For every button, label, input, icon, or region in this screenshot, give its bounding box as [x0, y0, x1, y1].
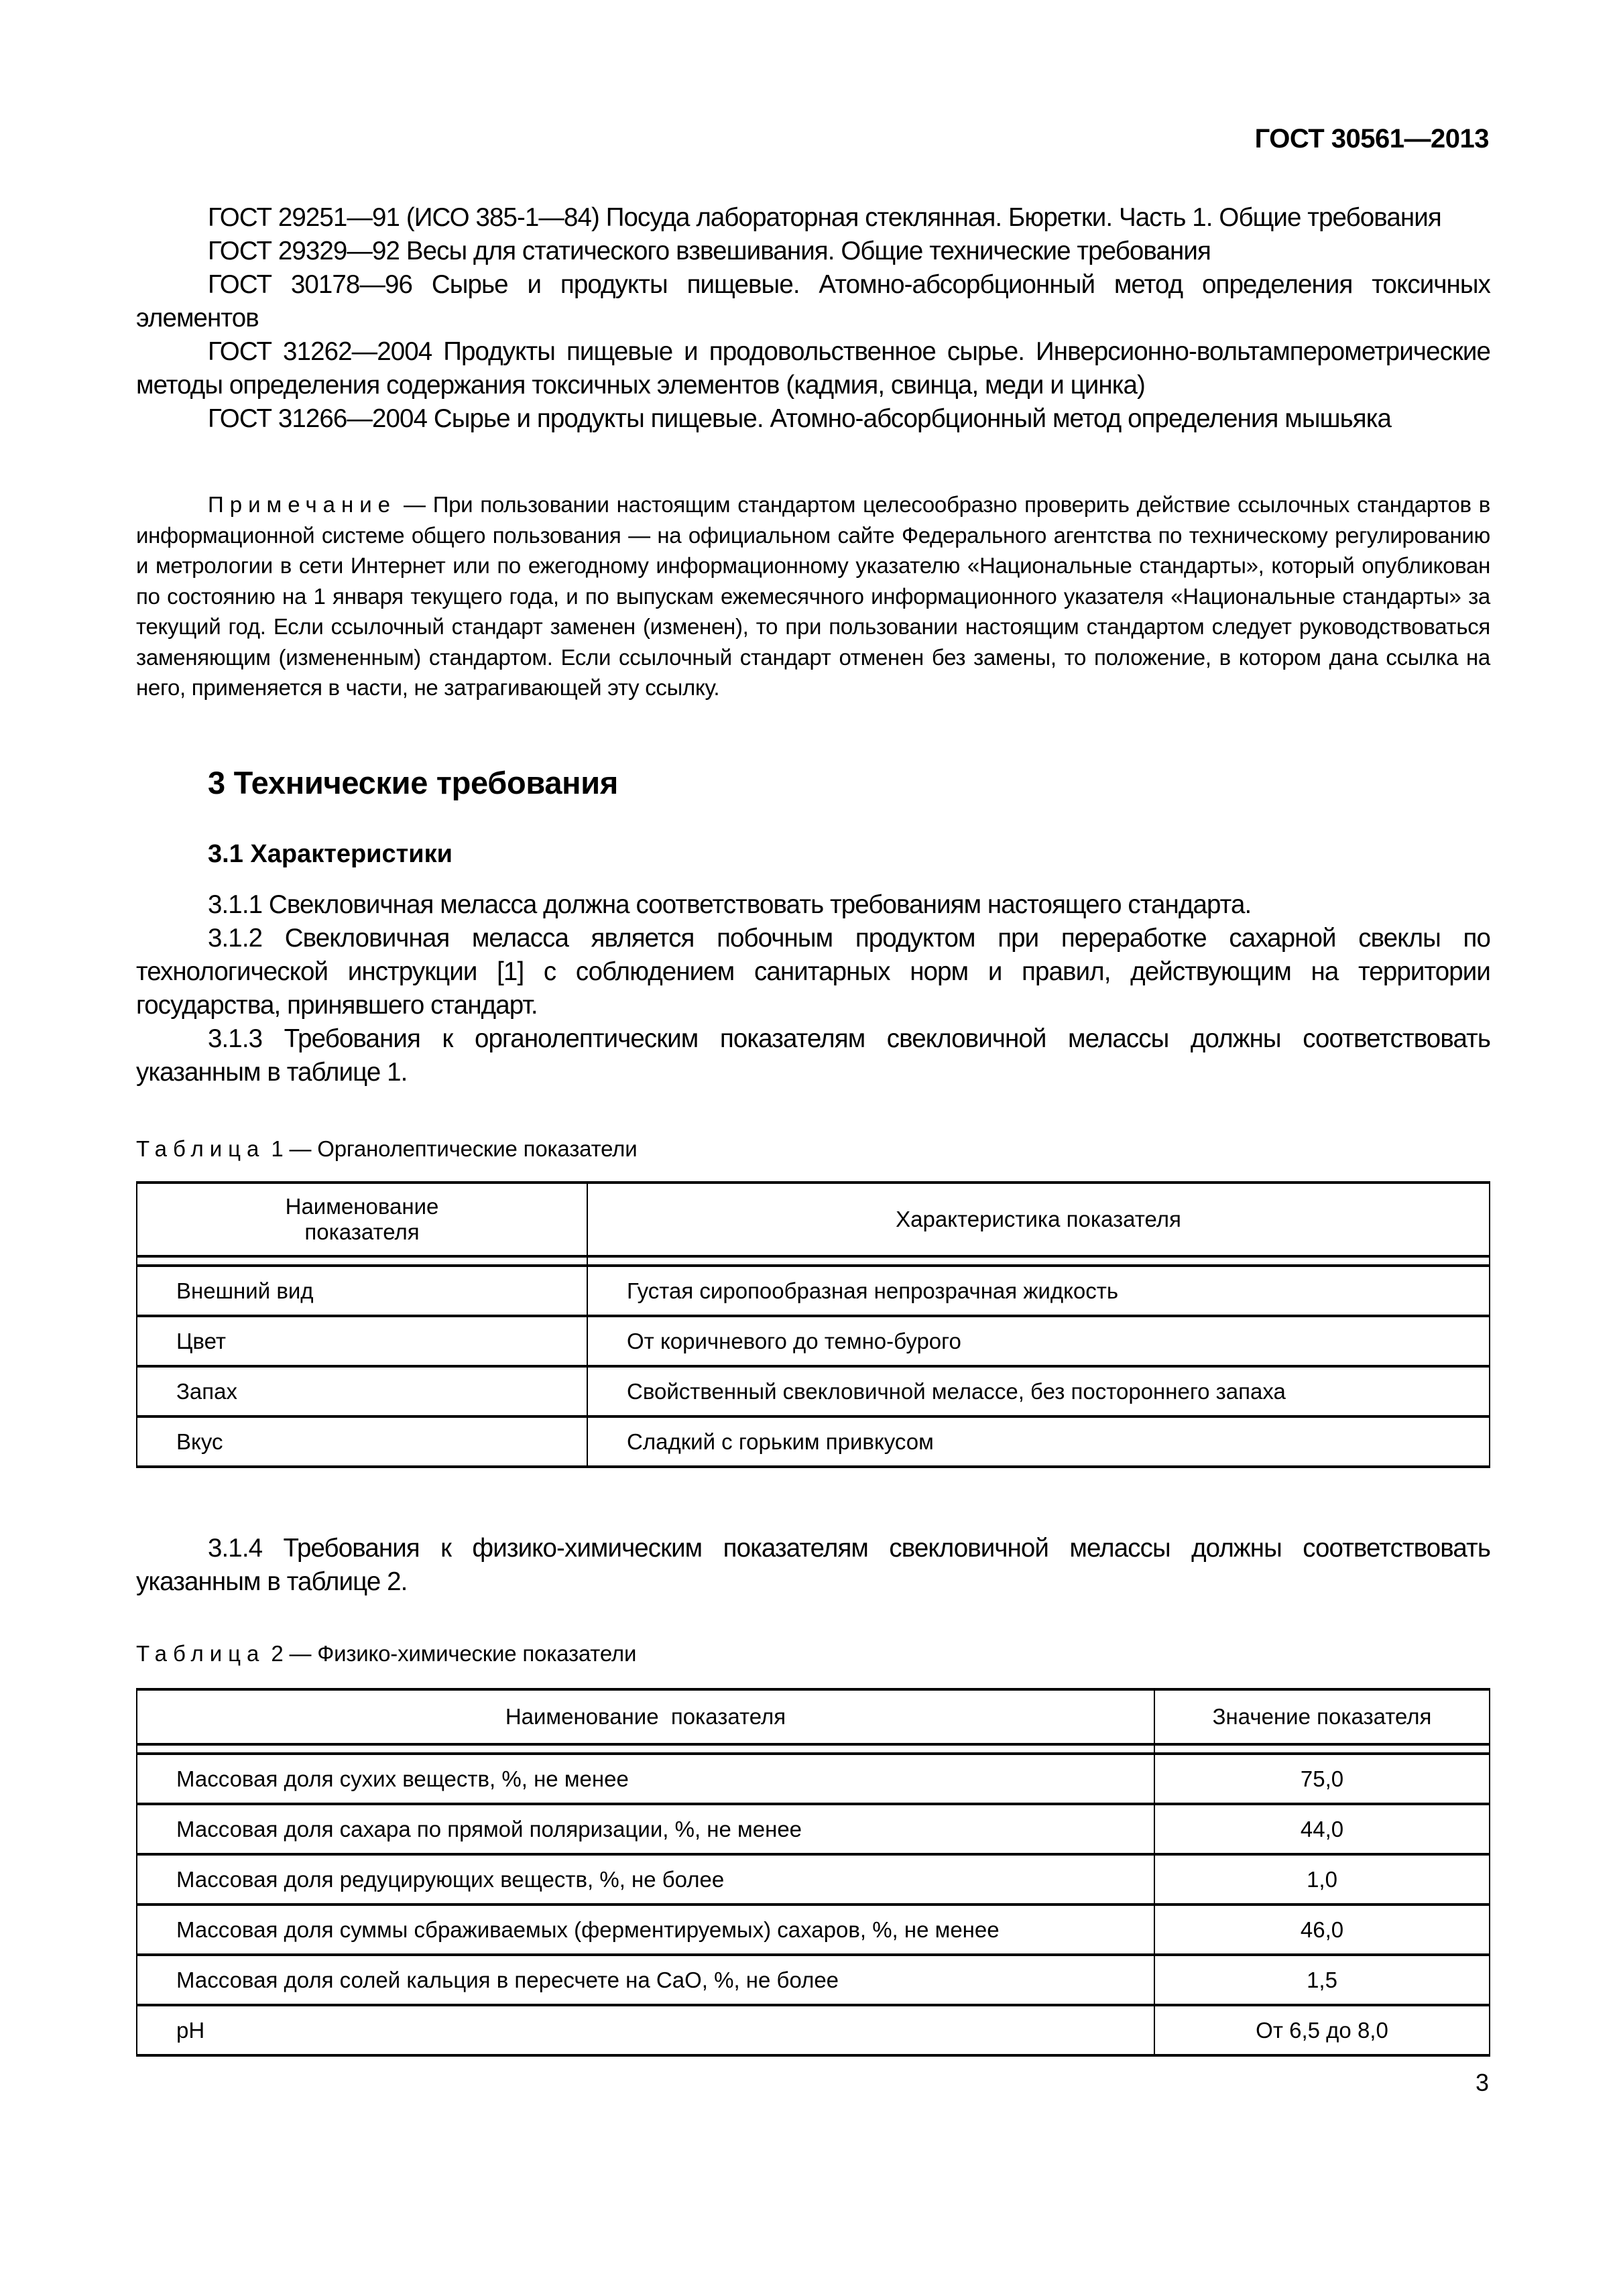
table-row: [137, 1804, 1490, 1854]
cell-indicator: Цвет: [137, 1316, 587, 1366]
header-text: Наименование показателя: [285, 1194, 439, 1244]
paragraph: 3.1.3 Требования к органолептическим показателям свекловичной мелассы должны соответствовать указанным в таблице 1.: [136, 1024, 1490, 1087]
cell-characteristic: Сладкий с горьким привкусом: [587, 1416, 1490, 1467]
table-row: [137, 1366, 1490, 1416]
normative-references: [136, 201, 1490, 436]
subsection-body: [136, 888, 1490, 1089]
cell-indicator: Массовая доля редуцирующих веществ, %, не более: [137, 1854, 1154, 1905]
cell-indicator: Запах: [137, 1366, 587, 1416]
table2-caption-label: Таблица: [136, 1641, 265, 1666]
table1-caption: [136, 1136, 637, 1162]
table-row: [137, 1416, 1490, 1467]
reference-item: ГОСТ 29329—92 Весы для статического взвешивания. Общие технические требования: [208, 237, 1211, 265]
paragraph: 3.1.2 Свекловичная меласса является побочным продуктом при переработке сахарной свеклы по технологической инструкции [1] с соблюдением санитарных норм и правил, действующим на территории государства, принявшего стандарт.: [136, 924, 1490, 1020]
table-row: [137, 1316, 1490, 1366]
reference-item: ГОСТ 30178—96 Сырье и продукты пищевые. Атомно-абсорбционный метод определения токсичных элементов: [136, 270, 1490, 333]
table-row: [137, 2005, 1490, 2055]
cell-indicator: Массовая доля сахара по прямой поляризации, %, не менее: [137, 1804, 1154, 1854]
reference-item: ГОСТ 31262—2004 Продукты пищевые и продовольственное сырье. Инверсионно-вольтамперометрические методы определения содержания токсичных элементов (кадмия, свинца, меди и цинка): [136, 337, 1490, 400]
table-organoleptic: [136, 1181, 1490, 1468]
table1-caption-label: Таблица: [136, 1136, 265, 1161]
cell-indicator: Массовая доля суммы сбраживаемых (ферментируемых) сахаров, %, не менее: [137, 1905, 1154, 1955]
note-text: — При пользовании настоящим стандартом целесообразно проверить действие ссылочных стандартов в информационной системе общего пользования — на официальном сайте Федерального агентства по техническому регулированию и метрологии в сети Интернет или по ежегодному информационному указателю «Национальные стандарты», который опубликован по состоянию на 1 января текущего года, и по выпускам ежемесячного информационного указателя «Национальные стандарты» за текущий год. Если ссылочный стандарт заменен (изменен), то при пользовании настоящим стандартом следует руководствоваться заменяющим (измененным) стандартом. Если ссылочный стандарт отменен без замены, то положение, в котором дана ссылка на него, применяется в части, не затрагивающей эту ссылку.: [136, 492, 1490, 700]
reference-item: ГОСТ 31266—2004 Сырье и продукты пищевые. Атомно-абсорбционный метод определения мышьяка: [208, 404, 1392, 433]
cell-characteristic: Густая сиропообразная непрозрачная жидкость: [587, 1266, 1490, 1316]
table-row: [137, 1266, 1490, 1316]
cell-value: 1,5: [1154, 1955, 1490, 2005]
table-row: [137, 1854, 1490, 1905]
paragraph: 3.1.4 Требования к физико-химическим показателям свекловичной мелассы должны соответствовать указанным в таблице 2.: [136, 1534, 1490, 1596]
table1-header-name: [137, 1183, 587, 1256]
page-number: 3: [1475, 2069, 1489, 2096]
cell-value: 1,0: [1154, 1854, 1490, 1905]
table-row: [137, 1905, 1490, 1955]
table-row: [137, 1955, 1490, 2005]
reference-item: ГОСТ 29251—91 (ИСО 385-1—84) Посуда лабораторная стеклянная. Бюретки. Часть 1. Общие требования: [208, 203, 1441, 232]
table2-caption: [136, 1641, 636, 1667]
paragraph: 3.1.1 Свекловичная меласса должна соответствовать требованиям настоящего стандарта.: [208, 890, 1252, 919]
note-label: Примечание: [208, 492, 397, 517]
cell-value: 75,0: [1154, 1754, 1490, 1804]
cell-characteristic: Свойственный свекловичной мелассе, без постороннего запаха: [587, 1366, 1490, 1416]
table1-header-characteristic: Характеристика показателя: [587, 1183, 1490, 1256]
cell-value: От 6,5 до 8,0: [1154, 2005, 1490, 2055]
note-paragraph: [136, 489, 1490, 703]
cell-indicator: Вкус: [137, 1416, 587, 1467]
cell-value: 44,0: [1154, 1804, 1490, 1854]
cell-value: 46,0: [1154, 1905, 1490, 1955]
table2-caption-text: 2 — Физико-химические показатели: [265, 1641, 637, 1666]
section-title: 3 Технические требования: [208, 765, 618, 800]
table2-header-name: Наименование показателя: [137, 1689, 1154, 1744]
table-row: [137, 1754, 1490, 1804]
table-physicochemical: [136, 1688, 1490, 2057]
cell-indicator: pH: [137, 2005, 1154, 2055]
document-code: ГОСТ 30561—2013: [1254, 124, 1489, 154]
cell-indicator: Массовая доля сухих веществ, %, не менее: [137, 1754, 1154, 1804]
subsection-title: 3.1 Характеристики: [208, 840, 453, 868]
cell-characteristic: От коричневого до темно-бурого: [587, 1316, 1490, 1366]
cell-indicator: Внешний вид: [137, 1266, 587, 1316]
table1-caption-text: 1 — Органолептические показатели: [265, 1136, 638, 1161]
cell-indicator: Массовая доля солей кальция в пересчете на CaO, %, не более: [137, 1955, 1154, 2005]
table2-header-value: Значение показателя: [1154, 1689, 1490, 1744]
